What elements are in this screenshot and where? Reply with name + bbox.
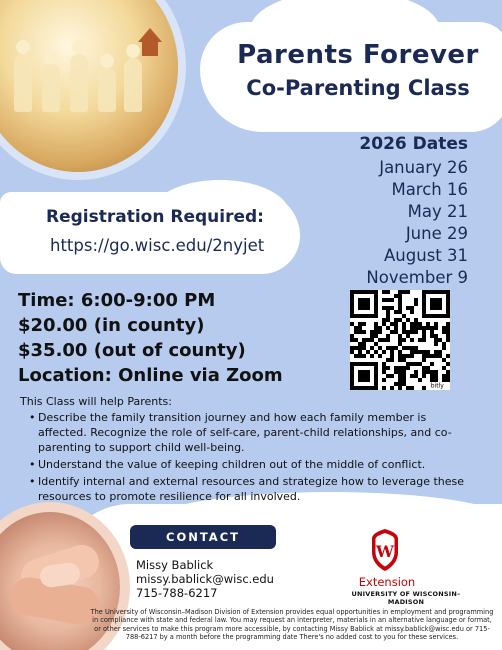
- page-subtitle: Co-Parenting Class: [246, 76, 470, 100]
- qr-code[interactable]: [350, 290, 450, 390]
- list-item: • Identify internal and external resources and strategize how to leverage these resources to promote resilience for all involved.: [38, 474, 478, 504]
- family-silhouette-photo: [0, 0, 178, 172]
- intro-text: This Class will help Parents:: [20, 395, 172, 408]
- registration-heading: Registration Required:: [46, 207, 264, 227]
- footer-notice: The University of Wisconsin–Madison Division of Extension provides equal opportunities in employment and programming in compliance with state and federal law. You may request an interpreter, materials in an alternative language or format, or other services to make this program more accessible, by contacting Missy Bablick at missy.bablick@wisc.edu or 715-788-6217 by a month before the programming date There's no added cost to you for these services.: [90, 608, 494, 641]
- contact-info: [136, 558, 274, 600]
- time-text: Time: 6:00-9:00 PM: [18, 290, 216, 311]
- dates-list: [366, 157, 468, 289]
- date-item: November 9: [366, 268, 468, 287]
- list-item: • Understand the value of keeping children out of the middle of conflict.: [38, 457, 478, 472]
- registration-link[interactable]: https://go.wisc.edu/2nyjet: [50, 236, 265, 255]
- date-item: August 31: [384, 246, 468, 265]
- date-item: March 16: [391, 180, 468, 199]
- uw-crest-icon: [371, 528, 399, 572]
- contact-button[interactable]: CONTACT: [130, 525, 276, 549]
- dates-heading: 2026 Dates: [359, 134, 468, 154]
- qr-code-graphic: [350, 290, 450, 390]
- location-text: Location: Online via Zoom: [18, 365, 283, 386]
- page-title: Parents Forever: [237, 40, 479, 70]
- benefits-list: [38, 410, 478, 506]
- date-item: June 29: [405, 224, 468, 243]
- date-item: May 21: [407, 202, 468, 221]
- extension-wordmark: Extension: [358, 575, 416, 589]
- university-name: UNIVERSITY OF WISCONSIN–MADISON: [351, 590, 461, 606]
- crest-letter: W: [376, 542, 394, 561]
- price-in-county: $20.00 (in county): [18, 315, 205, 336]
- class-details: [18, 288, 283, 388]
- list-item: • Describe the family transition journey and how each family member is affected. Recognize the role of self-care, parent-child relationships, and co-parenting to support child well-being.: [38, 410, 478, 455]
- contact-name: Missy Bablick: [136, 558, 214, 572]
- price-out-of-county: $35.00 (out of county): [18, 340, 246, 361]
- contact-phone[interactable]: 715-788-6217: [136, 586, 218, 600]
- contact-email[interactable]: missy.bablick@wisc.edu: [136, 572, 274, 586]
- date-item: January 26: [379, 158, 468, 177]
- qr-caption: bitly: [430, 382, 444, 390]
